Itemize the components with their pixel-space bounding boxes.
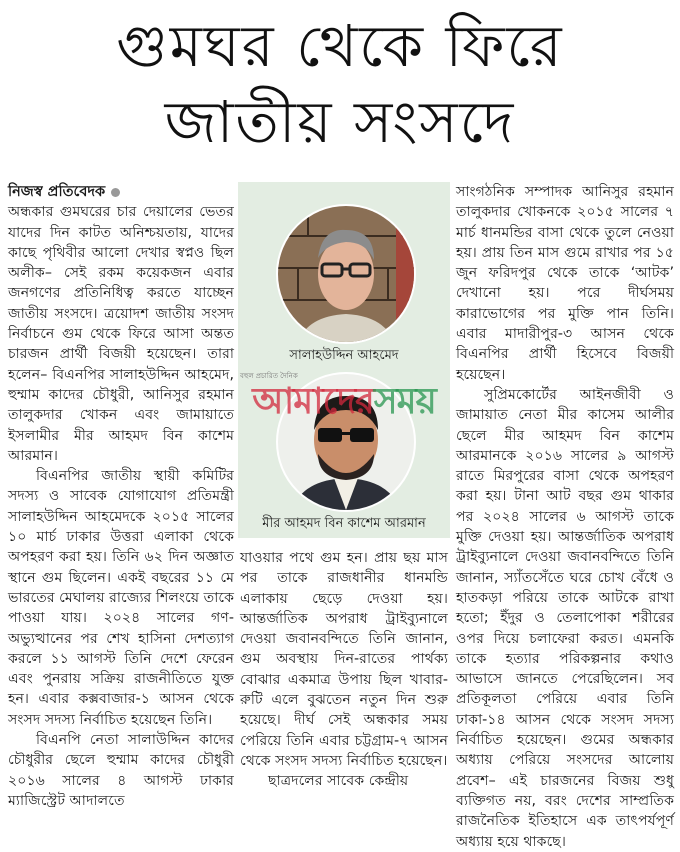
- article-column-1: [8, 182, 234, 811]
- watermark-tagline: বহুল প্রচারিত দৈনিক: [240, 372, 298, 380]
- watermark-part-1: আমাদের: [252, 381, 374, 422]
- watermark-part-2: সময়: [373, 381, 436, 422]
- photo-salahuddin-ahmed: [276, 204, 416, 344]
- bullet-dot-icon: [111, 188, 120, 197]
- headline-line-1: গুমঘর থেকে ফিরে: [116, 12, 564, 80]
- headline: [0, 8, 680, 160]
- paragraph: যাওয়ার পথে গুম হন। প্রায় ছয় মাস পর তাকে রাজধানীর ধানমন্ডি এলাকায় ছেড়ে দেওয়া হয়। আন্তর্জাতিক অপরাধ ট্রাইব্যুনালে দেওয়া জবানবন্দিতে তিনি জানান, গুম অবস্থায় দিন-রাতের পার্থক্য বোঝার একমাত্র উপায় ছিল খাবার-রুটি এলে বুঝতেন নতুন দিন শুরু হয়েছে। দীর্ঘ সেই অন্ধকার সময় পেরিয়ে তিনি এবার চট্টগ্রাম-৭ আসন থেকে সংসদ সদস্য নির্বাচিত হয়েছেন।: [240, 550, 448, 769]
- paragraph: বিএনপির জাতীয় স্থায়ী কমিটির সদস্য ও সাবেক যোগাযোগ প্রতিমন্ত্রী সালাহউদ্দিন আহমেদকে ২০১৫ সালের ১০ মার্চ ঢাকার উত্তরা এলাকা থেকে অপহরণ করা হয়। তিনি ৬২ দিন অজ্ঞাত স্থানে গুম ছিলেন। একই বছরের ১১ মে ভারতের মেঘালয় রাজ্যের শিলংয়ে তাকে পাওয়া যায়। ২০২৪ সালের গণ-অভ্যুত্থানের পর শেখ হাসিনা দেশত্যাগ করলে ১১ আগস্ট তিনি দেশে ফেরেন এবং পুনরায় সক্রিয় রাজনীতিতে যুক্ত হন। এবার কক্সবাজার-১ আসন থেকে সংসদ সদস্য নির্বাচিত হয়েছেন তিনি।: [8, 468, 234, 728]
- article-column-3: [456, 182, 674, 852]
- photo-panel: [238, 182, 450, 538]
- paragraph: সাংগঠনিক সম্পাদক আনিসুর রহমান তালুকদার খোকনকে ২০১৫ সালের ৭ মার্চ ধানমন্ডির বাসা থেকে তুলে নেওয়া হয়। প্রায় তিন মাস গুমে রাখার পর ১৫ জুন ফরিদপুর থেকে তাকে ‘আটক’ দেখানো হয়। পরে দীর্ঘসময় কারাভোগের পর মুক্তি পান তিনি। এবার মাদারীপুর-৩ আসন থেকে বিএনপির প্রার্থী হিসেবে বিজয়ী হয়েছেন।: [456, 184, 674, 383]
- paragraph: সুপ্রিমকোর্টের আইনজীবী ও জামায়াত নেতা মীর কাসেম আলীর ছেলে মীর আহমদ বিন কাশেম আরমানকে ২০১৬ সালের ৯ আগস্ট রাতে মিরপুরের বাসা থেকে অপহরণ করা হয়। টানা আট বছর গুম থাকার পর ২০২৪ সালের ৬ আগস্ট তাকে মুক্তি দেওয়া হয়। আন্তর্জাতিক অপরাধ ট্রাইব্যুনালে দেওয়া জবানবন্দিতে তিনি জানান, স্যাঁতসেঁতে ঘরে চোখ বেঁধে ও হাতকড়া পরিয়ে তাকে আটকে রাখা হতো; ইঁদুর ও তেলাপোকা শরীরের ওপর দিয়ে চলাফেরা করত। এমনকি তাকে হত্যার পরিকল্পনার কথাও আভাসে জানতে পেরেছিলেন। সব প্রতিকূলতা পেরিয়ে এবার তিনি ঢাকা-১৪ আসন থেকে সংসদ সদস্য নির্বাচিত হয়েছেন। গুমের অন্ধকার অধ্যায় পেরিয়ে সংসদের আলোয় প্রবেশ– এই চারজনের বিজয় শুধু ব্যক্তিগত নয়, বরং দেশের সাম্প্রতিক রাজনৈতিক ইতিহাসে এক তাৎপর্যপূর্ণ অধ্যায় হয়ে থাকছে।: [456, 386, 674, 850]
- photo-caption: সালাহউদ্দিন আহমেদ: [289, 348, 399, 363]
- article-column-2: [240, 548, 448, 792]
- paragraph: ছাত্রদলের সাবেক কেন্দ্রীয়: [268, 773, 409, 790]
- watermark-logo: [238, 382, 450, 422]
- headline-line-2: জাতীয় সংসদে: [164, 88, 516, 156]
- byline: নিজস্ব প্রতিবেদক: [8, 184, 106, 200]
- paragraph: অন্ধকার গুমঘরের চার দেয়ালের ভেতর যাদের দিন কাটত অনিশ্চয়তায়, যাদের কাছে পৃথিবীর আলো দেখার স্বপ্নও ছিল অলীক– সেই রকম কয়েকজন এবার জনগণের প্রতিনিধিত্ব করতে যাচ্ছেন জাতীয় সংসদে। ত্রয়োদশ জাতীয় সংসদ নির্বাচনে গুম থেকে ফিরে আসা অন্তত চারজন প্রার্থী বিজয়ী হয়েছেন। তারা হলেন– বিএনপির সালাহউদ্দিন আহমেদ, হুম্মাম কাদের চৌধুরী, আনিসুর রহমান তালুকদার খোকন এবং জামায়াতে ইসলামীর মীর আহমদ বিন কাশেম আরমান।: [8, 204, 234, 464]
- photo-caption: মীর আহমদ বিন কাশেম আরমান: [262, 516, 426, 531]
- paragraph: বিএনপি নেতা সালাউদ্দিন কাদের চৌধুরীর ছেলে হুম্মাম কাদের চৌধুরী ২০১৬ সালের ৪ আগস্ট ঢাকার ম্যাজিস্ট্রেট আদালতে: [8, 732, 234, 809]
